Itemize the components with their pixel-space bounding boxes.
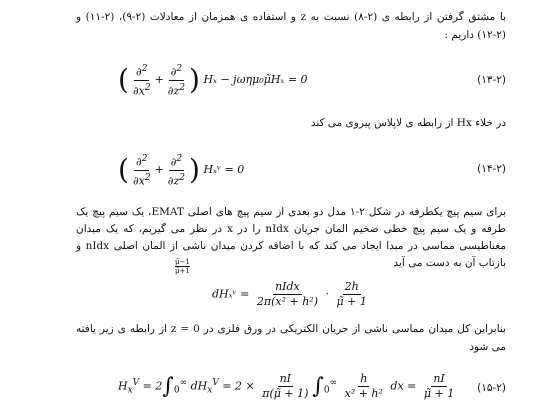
paragraph-4: بنابراین کل میدان مماسی ناشی از جریان الکتریکی در ورق فلزی در z = 0 از رابطه ی زیر یافته می شود [76,323,506,353]
equation-13-label: (۱۳-۲) [477,74,506,86]
equation-13-rhs: Hₓ − jωημ₀μ̃Hₓ = 0 [203,73,308,87]
equation-13: ( $\frac{\partial^2}{\partial x^2}$ + $\frac{\partial^2}{\partial z^2}$ ) Hₓ − jωημ₀μ̃Hₓ = 0 [118,63,308,98]
equation-dh-lhs: dHₓᵛ = [212,287,250,301]
equation-dh-denominator: 2π(x² + h²) [256,295,318,308]
equation-14-label: (۱۴-۲) [477,163,506,175]
equation-dh-numerator: nIdx [275,280,300,293]
equation-15: $H_x^V = 2\int_0^\infty$ $dH_x^V = 2$ × $\frac{nI}{\pi(\mũ + 1)}$ $\int_0^\infty$ $\frac{h}{\text{x² + h²}}$ dx = $\frac{nI}{\mũ + 1}$ [118,372,455,400]
equation-14: ( $\frac{\partial^2}{\partial x^2}$ + $\frac{\partial^2}{\partial z^2}$ ) Hₓᵛ = 0 [118,153,245,188]
paragraph-2: در خلاء Hx از رابطه ی لاپلاس پیروی می کند [310,117,506,129]
equation-14-rhs: Hₓᵛ = 0 [203,163,245,177]
equation-dh: dHₓᵛ = $\frac{\text{nIdx}}{\text{2π(x² + h²)}}$ · $\frac{2h}{\mũ + 1}$ [212,280,367,308]
mu-ratio-fraction: $\frac{\mũ-1}{\mũ+1}$ [175,258,190,275]
paragraph-3: برای سیم پیچ یکطرفه در شکل ۲-۱ مدل دو بعدی از سیم پیچ های اصلی EMAT، یک سیم پیچ یک طرفه و یک سیم پیچ خطی ضخیم المان جریان nIdx را در x در نظر می گیریم، که یک میدان مغناطیسی مماسی در مبدا ایجاد می کند که با اضافه کردن میدان ناشی از المان اصلی nIdx و بازتاب آن به دست می آید [76,206,507,269]
paragraph-1: با مشتق گرفتن از رابطه ی (۲-۸) نسبت به z و استفاده ی همزمان از معادلات (۲-۹)، (۲-۱۱) و (۲-۱۲) داریم : [76,11,506,41]
equation-dh-numerator-2: 2h [344,280,359,293]
equation-15-label: (۱۵-۲) [477,382,506,394]
equation-dh-denominator-2: μ̃ + 1 [336,295,367,308]
